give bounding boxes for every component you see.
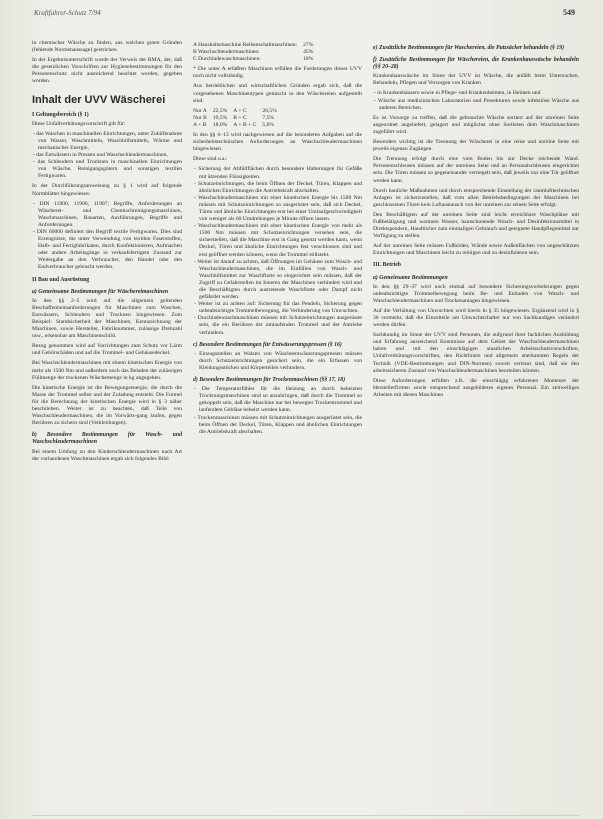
subsection-heading: a) Gemeinsame Bestimmungen xyxy=(373,274,448,281)
column-right xyxy=(373,40,579,813)
bullet-list xyxy=(193,166,362,336)
paragraph-ref: (§§ 20–28) xyxy=(373,64,399,71)
paragraph: Bei einem Umfang zu den Kinderschleudermaschinen nach Art der vorhandenen Waschmaschinen ergab sich folgendes Bild: xyxy=(32,448,182,462)
table-cell: A + B xyxy=(193,121,207,128)
paragraph-ref: (§ 19) xyxy=(550,45,565,51)
table-cell: 27% xyxy=(303,42,314,48)
subsection-heading: b) Besondere Bestimmungen für Wasch- und Waschschleudermaschinen xyxy=(32,432,182,446)
table-cell: 22,5% xyxy=(212,107,228,114)
heading-text: f) Zusätzliche Bestimmungen für Wäschereien, die Krankenhauswäsche behandeln xyxy=(373,57,579,64)
table-cell: B + C xyxy=(233,114,247,121)
machine-share-table xyxy=(193,42,319,63)
page-header xyxy=(34,9,575,23)
section-title: Inhalt der UVV Wäscherei xyxy=(32,93,166,106)
list-item: - Schutzeinrichtungen, die beim Öffnen der Deckel, Türen, Klappen und ähnlichen Einrichtungen die Antriebskraft abschalten. xyxy=(199,181,362,195)
intro-paragraph-2: In der Ergebnisunterschrift wurde der Verweis der BMA, der, daß die gesetzlichen Vorschriften zur Hygienebestimmungen für den Personenschutz nicht ausreichend beachtet werden, gegeben worden. xyxy=(32,57,182,85)
list-item: - in Krankenhäusern sowie in Pflege- und Krankenheimen, in Heimen und xyxy=(379,90,579,97)
page-number: 549 xyxy=(563,8,575,17)
section-heading-bau: II Bau und Ausrüstung xyxy=(32,276,90,283)
bullet-list xyxy=(193,386,362,436)
paragraph: Bei Waschschleudermaschinen mit einem kinetischen Energie von mehr als 1500 Nm und außerdem noch das Beladen der zulässigen Füllmenge der trockenen Wäschemenge in kg angegeben. xyxy=(32,360,182,381)
paragraph: Sachkundig im Sinne der UVV sind Personen, die aufgrund ihrer fachlichen Ausbildung und Erfahrung ausreichend Kenntnisse auf dem Gebiet der Waschschleudermaschinen haben und mit den einschlägigen staatlichen Arbeitsschutzvorschriften, Unfallverhütungsvorschriften, den Richtlinien und allgemein anerkannten Regeln der Technik (VDE-Bestimmungen und DIN-Normen) soweit vertraut sind, daß sie den arbeitssicheren Zustand von Waschschleudermaschinen beurteilen können. xyxy=(373,332,579,374)
subsection-heading: a) Gemeinsame Bestimmungen für Wäschereimaschinen xyxy=(32,288,169,295)
table-cell: A Haushaltsmaschine Reihenschaltmaschinen: xyxy=(193,42,298,48)
paragraph: Die kinetische Energie ist die Bewegungsenergie, die durch die Masse der Trommel selbst und der Zuladung entsteht. Die Formel für die Berechnung der kinetischen Energie wird in § 3 näher beschrieben. Weiter ist zu beachten, daß Teile von Waschschleudermaschinen, die im Vorwärts-gang laufen, gegen Berühren zu sichern sind (Verkleidungen). xyxy=(32,384,182,427)
list-item: - Weiter ist darauf zu achten, daß Öffnungen im Gehäuse zum Wasch- und Waschschleudermaschinen, die im Einfüllen von Wasch- und Waschhilfsmittel zur Waschflotte so eingerichtet sein müssen, daß der Zugriff zu Gefahrstellen im Inneren der Maschinen verhindert wird und die Beschäftigten durch austretende Waschflotte oder Dampf nicht gefährdet werden. xyxy=(199,259,362,302)
paragraph: Die Trennung erfolgt durch eine vom Boden bis zur Decke reichende Wand. Personenschleusen müssen auf der unreinen Seite und an Personalschleusen eingerichtet sein. Die Türen müssen so gegeneinander verriegelt sein, daß jeweils nur eine Tür geöffnet werden kann. xyxy=(373,156,579,184)
paragraph: Diese sind u.a.: xyxy=(193,156,228,163)
list-item: - das Entwässern in Pressen und Waschschleudermaschinen, xyxy=(38,152,182,159)
subsection-heading xyxy=(193,342,362,349)
list-item: - DIN 11900, 11906, 11907; Begriffe, Anforderungen an Wäscherei- und Chemischreinigungsmaschinen, Waschmaschinen, Bauarten, Ausführungen, Begriffe und Anforderungen. xyxy=(38,201,182,229)
table-cell: 18% xyxy=(303,56,314,63)
table-cell: 45% xyxy=(303,49,314,56)
list-item: - Wäsche aus medizinischen Laboratorien und Prosekturen sowie infektiöse Wäsche aus anderen Bereichen. xyxy=(379,98,579,112)
paragraph: * Die unter A erfaßten Maschinen erfüllen die Forderungen dieser UVV noch nicht vollständig. xyxy=(193,66,362,80)
table-row xyxy=(193,49,319,56)
table-cell: B Waschschleudermaschinen: xyxy=(193,49,260,56)
list-item: - DIN 60000 definiert den Begriff textile Fertigwaren. Dies sind Erzeugnisse, die unter Verwendung von textilen Faserstoffen, Halb- und Fertigfabrikaten, durch Konfektionieren, Aufmachen oder andere Arbeitsgänge in verkaufsfertigem Zustand zur Weitergabe an den Verbraucher, den Handel oder den Endverbraucher gebracht werden. xyxy=(38,229,182,272)
paragraph: Den Beschäftigten auf der unreinen Seite sind leicht erreichbare Waschplätze mit Fußbetätigung und warmem Wasser, hautschonende Wasch- und Desinfektionsmittel in Direktspendern, Handtücher zum einmaligen Gebrauch und geeignete Handpflegemittel zur Verfügung zu stellen. xyxy=(373,211,579,240)
table-cell: A + B + C xyxy=(233,121,257,128)
bullet-list xyxy=(193,351,362,372)
paragraph: Bezug genommen wird auf Vorrichtungen zum Schutz vor Lärm und Gehörschäden und auf die Trommel- und Gehäusedeckel. xyxy=(32,343,182,357)
list-item: - Die Temperaturfühler für die Heizung an durch beheizten Trocknungsmaschinen sind so anzubringen, daß durch die Trommel so gekoppelt sein, daß die Maschine nur bei bewegter Trockentrommel und laufendem Gebläse beheizt werden kann. xyxy=(199,386,362,414)
journal-title: Kraftfahrer-Schutz 7/94 xyxy=(34,9,101,17)
subsection-heading xyxy=(373,57,579,71)
table-cell: 19,5% xyxy=(212,114,228,121)
bullet-list xyxy=(373,90,579,111)
table-row xyxy=(193,108,283,115)
combination-table xyxy=(193,108,283,129)
table-cell: 5,6% xyxy=(262,121,275,128)
paragraph: Auf die Verhütung von Unwuchten wird hierin in § 35 hingewiesen. Ergänzend wird in § 36 vermerkt, daß die Einzelteile am Unwuchtschalter nur von Sachkundigen verändert werden dürfen. xyxy=(373,307,579,329)
list-item: - Waschschleudermaschinen mit einer kinetischen Energie von mehr als 1500 Nm müssen mit Schutzeinrichtungen versehen sein, die sicherstellen, daß die Maschine erst in Gang gesetzt werden kann, wenn Deckel, Türen und ähnliche Einrichtungen fest verschlossen sind und erst geöffnet werden können, wenn die Trommel stillsteht. xyxy=(199,223,362,258)
paragraph: Durch bauliche Maßnahmen und durch entsprechende Einstellung der raumlufttechnischen Anlagen ist sicherzustellen, daß vom allen Betriebsbedingungen der Maschinen bei geschlossenen Türen kein Luftaustausch von der unreinen zur reinen Seite erfolgt. xyxy=(373,187,579,208)
paragraph: Besonders wichtig ist die Trennung der Wäscherei in eine reine und unreine Seite mit jeweils eigenen Zugängen. xyxy=(373,139,579,153)
paragraph: In der Durchführungsanweisung zu § 1 wird auf folgende Normblätter hingewiesen: xyxy=(32,183,182,197)
table-row xyxy=(193,122,283,129)
bullet-list xyxy=(32,131,182,181)
paragraph: Diese Unfallverhütungsvorschrift gilt für: xyxy=(32,120,126,127)
paragraph: Krankenhauswäsche im Sinne der UVV ist Wäsche, die anfällt beim Untersuchen, Behandeln, Pflegen und Versorgen von Kranken xyxy=(373,73,579,87)
table-cell: A + C xyxy=(233,107,247,114)
section-heading-geltungsbereich: I Geltungsbereich (§ 1) xyxy=(32,111,89,118)
section-heading-betrieb: III. Betrieb xyxy=(373,262,402,269)
paragraph: Diese Anforderungen erfüllen z.B. die einschlägig erfahrenen Monteure der Herstellerfirmen sowie entsprechend ausgebildetes eigenes Personal. Ein zeitweiliges Arbeiten mit diesen Maschinen xyxy=(373,377,579,398)
table-cell: 18,0% xyxy=(212,121,228,128)
paragraph: In den §§ 29–37 wird noch einmal auf besondere Sicherungsvorkehrungen gegen unbeabsichtigte Trommelbewegung beim Be- und Entladen von Wasch- und Waschschleudermaschinen und Trockenanlagen hingewiesen. xyxy=(373,283,579,304)
subsection-heading xyxy=(193,377,362,384)
table-cell: Nur A xyxy=(193,107,207,114)
paragraph-ref: (§ 16) xyxy=(327,341,342,348)
list-item: - das Schleudern und Trocknen in maschinellen Einrichtungen von Wäsche, Reinigungsgütern und sonstigen textilen Fertigwaren. xyxy=(38,159,182,180)
list-item: - Durchladewaschmaschinen müssen mit Schutzeinrichtungen ausgerüstet sein, die ein Berühren der umlaufenden Trommel und der Antriebe verhindern. xyxy=(199,315,362,336)
table-row xyxy=(193,42,319,49)
subsection-heading xyxy=(373,45,579,52)
paragraph: In den §§ 2–5 wird auf die allgemein geltenden Beschaffenheitsanforderungen für Maschinen zum Waschen, Entwässern, Schleudern und Trocknen hingewiesen. Zum Beispiel: Standsicherheit der Maschinen, Kennzeichnung der Maschinen, sowie Hersteller, Fabriknummer, zulässige Drehzahl usw., erkennbar am Maschinenschild. xyxy=(32,297,182,340)
table-cell: 7,5% xyxy=(262,114,275,121)
intro-paragraph: in chemischer Wäsche zu finden, aus welchen guten Gründen (fehlende Normenaussage) gestrichen. xyxy=(32,40,182,54)
paragraph: Es ist Vorsorge zu treffen, daß die gebrauchte Wäsche sortiert auf der unreinen Seite angeordnet angeliefert, gelagert und möglichst ohne Sortieren dem Waschmaschinen zugeführt wird. xyxy=(373,114,579,135)
list-item: - Weiter ist zu achten auf: Sicherung für das Pendeln, Sicherung gegen unbeabsichtigte Trommelbewegung, die Verhinderung von Unwuchten. xyxy=(199,301,362,315)
paragraph: Aus betrieblichen und wirtschaftlichen Gründen ergab sich, daß die vorgesehenen Maschinentypen gemischt in den Wäschereien aufgestellt sind. xyxy=(193,83,362,104)
heading-text: e) Zusätzliche Bestimmungen für Waschereien, die Putzsäcker behandeln xyxy=(373,45,549,51)
table-row xyxy=(193,115,283,122)
list-item: - das Waschen in maschinellen Einrichtungen, unter Zuhilfenahme von Wasser, Waschmitteln, Waschhilfsmitteln, Wärme und mechanischer Energie, xyxy=(38,131,182,152)
paragraph-ref: (§§ 17, 18) xyxy=(319,377,346,384)
list-item: - Waschschleudermaschinen mit einer kinetischen Energie bis 1500 Nm müssen mit Schutzeinrichtungen so ausgerüstet sein, daß sich Deckel, Türen und ähnliche Einrichtungen erst bei einer Umlaufgeschwindigkeit von weniger als 60 Umdrehungen je Minute öffnen lassen. xyxy=(199,195,362,223)
column-left xyxy=(32,40,182,813)
paragraph: In den §§ 6–13 wird nachgewiesen auf die besonderen Aufgaben auf die sicherheitstechnischen Anforderungen an Waschschleudermaschinen hingewiesen. xyxy=(193,132,362,153)
table-cell: Nur B xyxy=(193,114,207,121)
table-cell: 26,5% xyxy=(262,107,277,114)
paragraph: Auf der unreinen Seite müssen Fußböden, Wände sowie Außenflächen von ungeschützten Einrichtungen und Maschinen leicht zu reinigen und zu desinfizieren sein. xyxy=(373,243,579,257)
column-middle xyxy=(193,40,362,813)
heading-text: c) Besondere Bestimmungen für Entwässerungspressen xyxy=(193,341,327,348)
table-row xyxy=(193,56,319,63)
list-item: - Trockenmaschinen müssen mit Schutzeinrichtungen ausgerüstet sein, die beim Öffnen der Deckel, Türen, Klappen und ähnlichen Einrichtungen die Antriebskraft abschalten. xyxy=(199,415,362,436)
list-item: - Einzugsstellen an Walzen von Wäscheentwässerungspressen müssen durch Schutzeinrichtungen gesichert sein, die ein Erfassen von Kleidungsstücken und Körperteilen verhindern. xyxy=(199,351,362,372)
list-item: - Sicherung der Abfüllflächen durch besondere Halterungen für Gefäße mit ätzenden Flüssigkeiten. xyxy=(199,166,362,180)
bottom-divider xyxy=(32,815,579,816)
bullet-list xyxy=(32,201,182,272)
heading-text: d) Besondere Bestimmungen für Trockenmaschinen xyxy=(193,377,319,384)
table-cell: C Durchladewaschmaschinen: xyxy=(193,56,261,63)
